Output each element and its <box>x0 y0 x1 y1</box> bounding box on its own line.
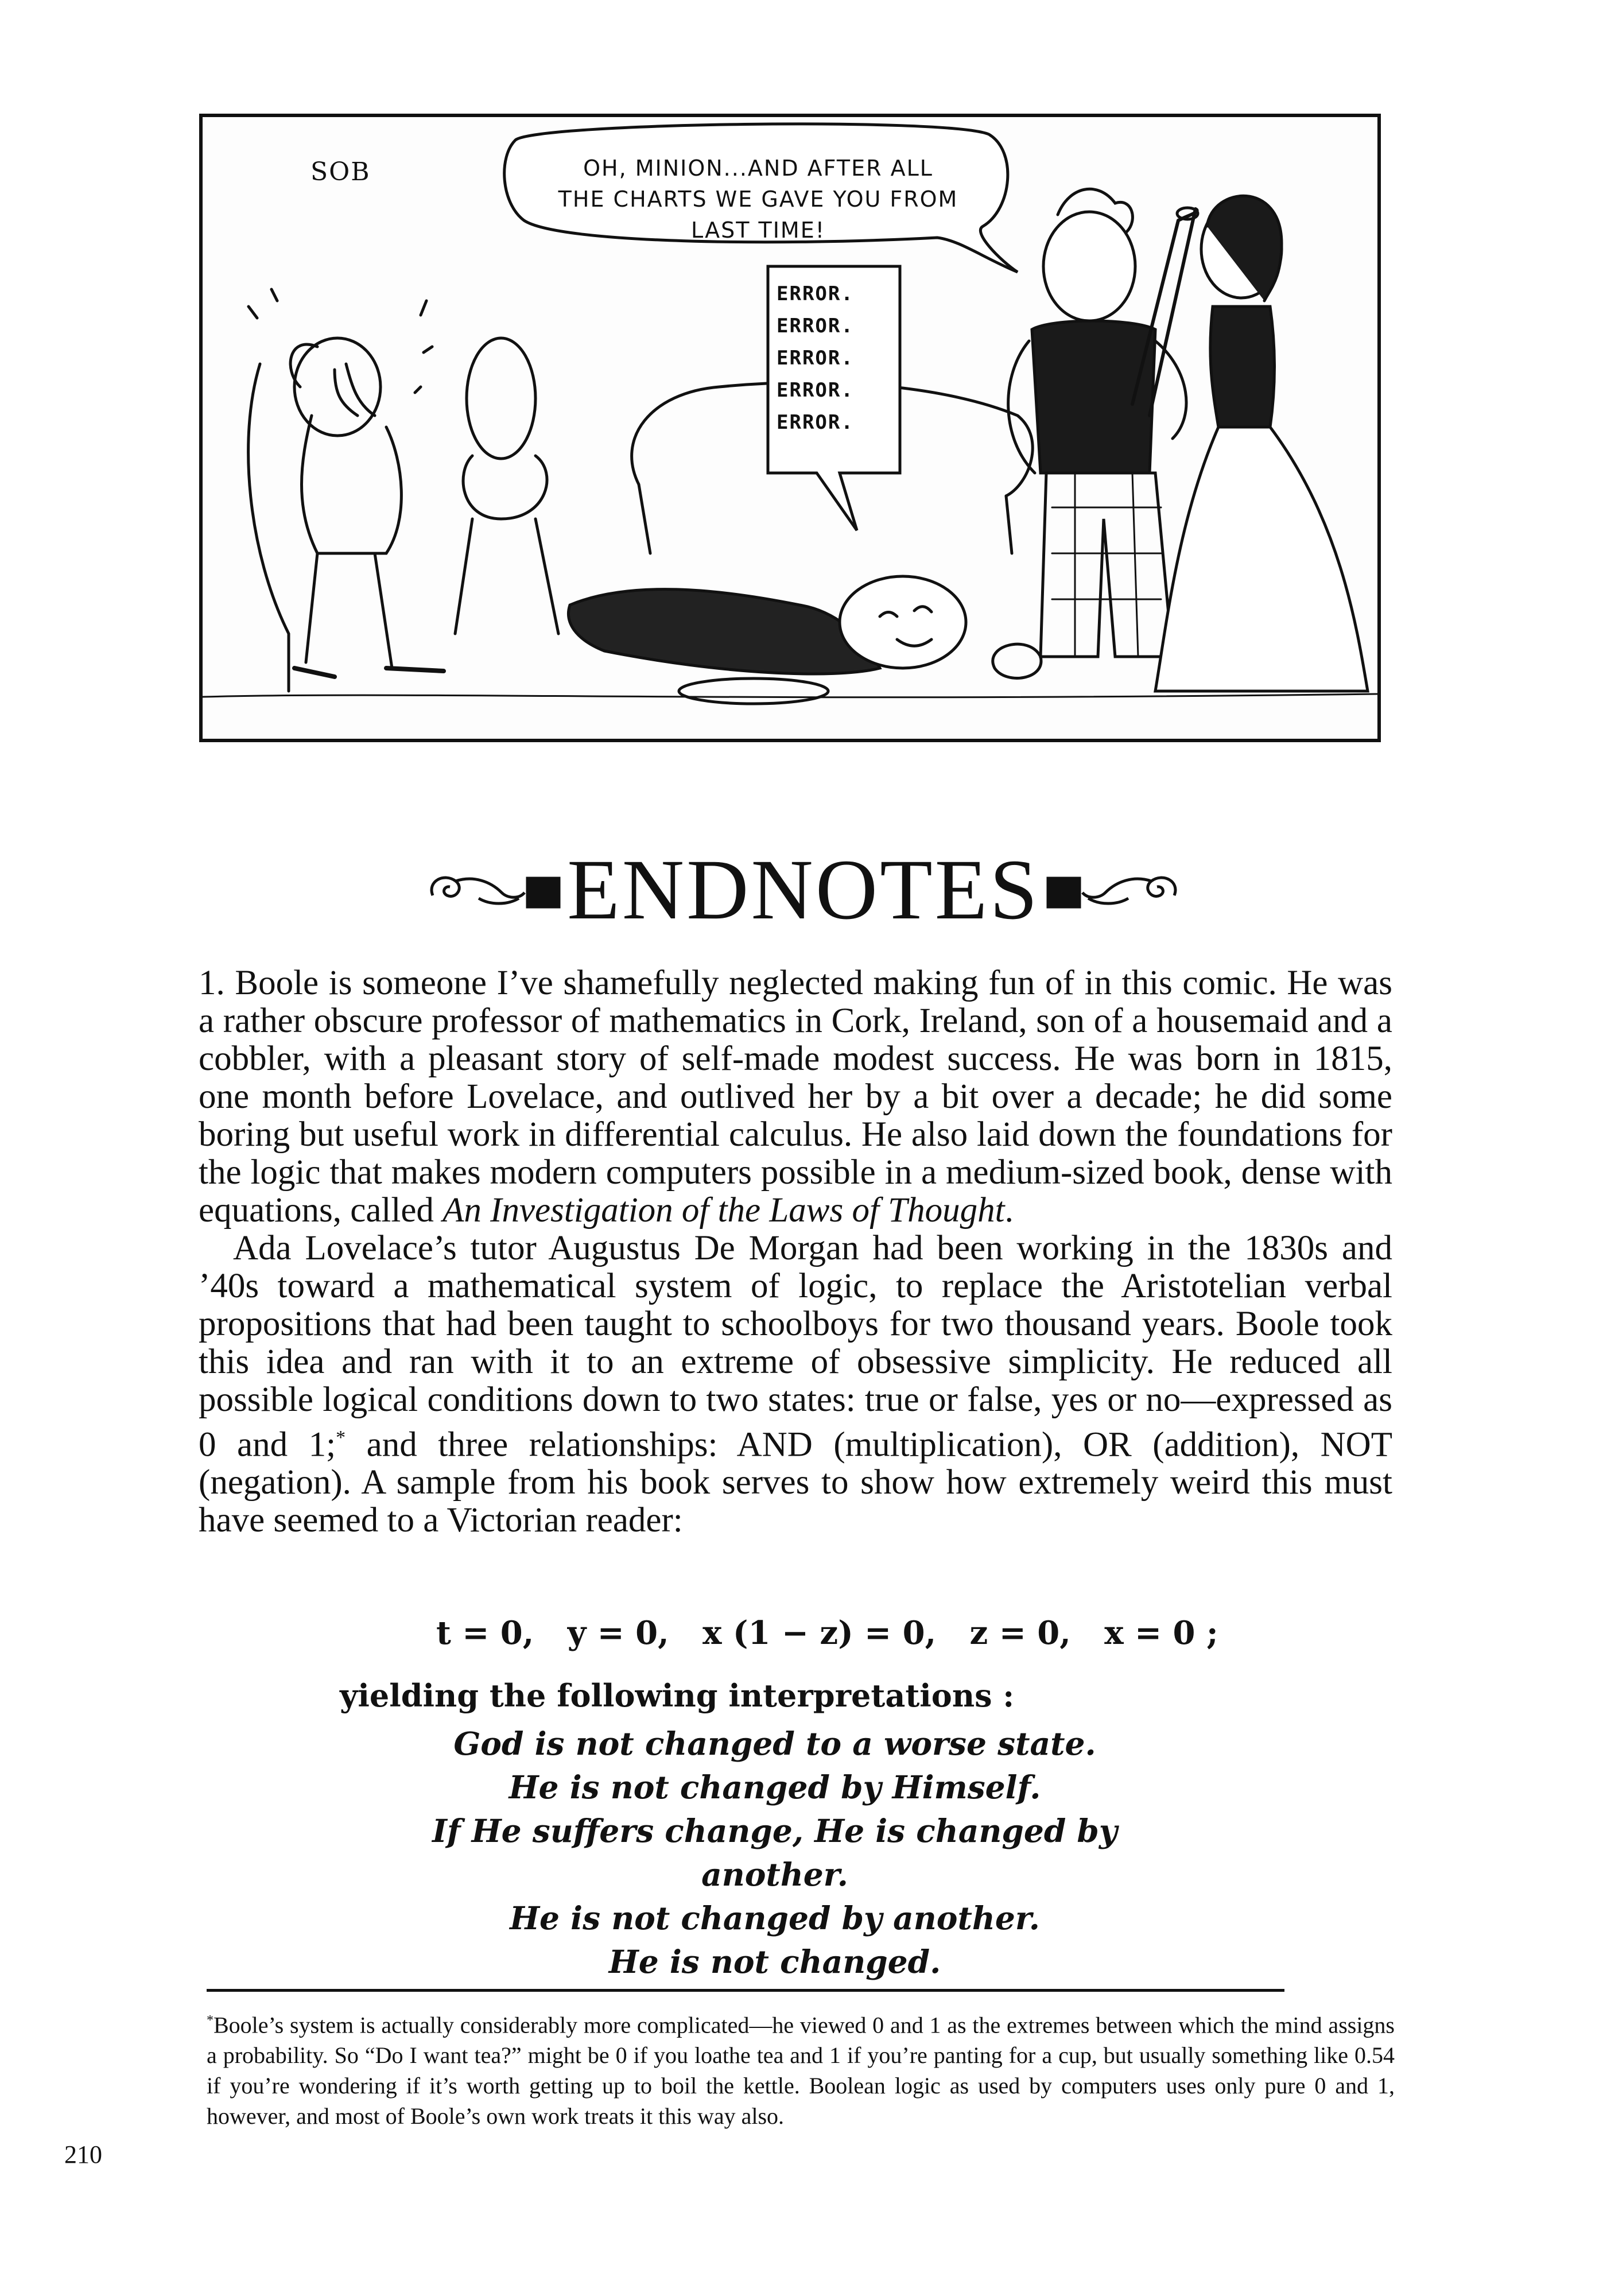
error-line: ERROR. <box>777 411 854 434</box>
error-line: ERROR. <box>777 347 854 370</box>
footnote-marker: * <box>336 1427 346 1448</box>
speech-bubble-text <box>517 153 999 246</box>
interpretation-line: If He suffers change, He is changed by another. <box>432 1812 1117 1893</box>
page-title: ENDNOTES <box>567 842 1040 937</box>
endnote-paragraph-1 <box>199 964 1392 1230</box>
comic-panel <box>199 114 1381 742</box>
endnotes-heading <box>321 841 1286 938</box>
error-readout <box>777 278 897 439</box>
error-line: ERROR. <box>777 379 854 402</box>
speech-line: OH, MINION...AND AFTER ALL <box>583 156 933 181</box>
error-line: ERROR. <box>777 315 854 338</box>
interpretation-line: He is not changed. <box>608 1943 941 1980</box>
speech-line: LAST TIME! <box>691 218 825 243</box>
speech-line: THE CHARTS WE GAVE YOU FROM <box>558 187 958 212</box>
interpretation-line: He is not changed by Himself. <box>509 1768 1041 1806</box>
interpretation-line: God is not changed to a worse state. <box>453 1725 1096 1762</box>
error-line: ERROR. <box>777 282 854 305</box>
interpretation-line: He is not changed by another. <box>510 1899 1040 1937</box>
paragraph-text: . <box>1004 1191 1014 1230</box>
right-flourish-icon <box>1042 864 1186 916</box>
yielding-line: yielding the following interpretations : <box>340 1677 1015 1714</box>
footnote-marker: * <box>207 2013 214 2028</box>
sob-sound-effect: SOB <box>310 157 371 187</box>
footnote-text: Boole’s system is actually considerably more complicated—he viewed 0 and 1 as the extremes between which the mind assigns a probability. So “Do I want tea?” might be 0 if you loathe tea and 1 if you’re panting for a cup, but usually something like 0.54 if you’re wondering if it’s worth getting up to boil the kettle. Boolean logic as used by computers uses only pure 0 and 1, however, and most of Boole’s own work treats it this way also. <box>207 2012 1395 2130</box>
book-title: An Investigation of the Laws of Thought <box>442 1191 1005 1230</box>
interpretations-list <box>390 1722 1159 1984</box>
paragraph-text: Ada Lovelace’s tutor Augustus De Morgan had been working in the 1830s and ’40s toward a mathematical system of logic, to replace the Aristotelian verbal propositions that had been taught to schoolboys for two thousand years. Boole took this idea and ran with it to an extreme of obsessive simplicity. He reduced all possible logical conditions down to two states: true or false, yes or no—expressed as 0 and 1; <box>199 1229 1392 1464</box>
footnote-divider <box>207 1989 1284 1992</box>
footnote <box>207 2006 1395 2131</box>
left-flourish-icon <box>421 864 565 916</box>
endnote-paragraph-2 <box>199 1230 1392 1539</box>
boole-equation: t = 0, y = 0, x (1 − z) = 0, z = 0, x = 0 ; <box>436 1614 1218 1652</box>
page-number: 210 <box>64 2140 102 2169</box>
paragraph-text: 1. Boole is someone I’ve shamefully neglected making fun of in this comic. He was a rather obscure professor of mathematics in Cork, Ireland, son of a housemaid and a cobbler, with a pleasant story of self-made modest success. He was born in 1815, one month before Lovelace, and outlived her by a bit over a decade; he did some boring but useful work in differential calculus. He also laid down the foundations for the logic that makes modern computers possible in a medium-sized book, dense with equations, called <box>199 964 1392 1230</box>
endnote-body <box>199 964 1392 1539</box>
paragraph-text: and three relationships: AND (multiplication), OR (addition), NOT (negation). A sample from his book serves to show how extremely weird this must have seemed to a Victorian reader: <box>199 1425 1392 1540</box>
